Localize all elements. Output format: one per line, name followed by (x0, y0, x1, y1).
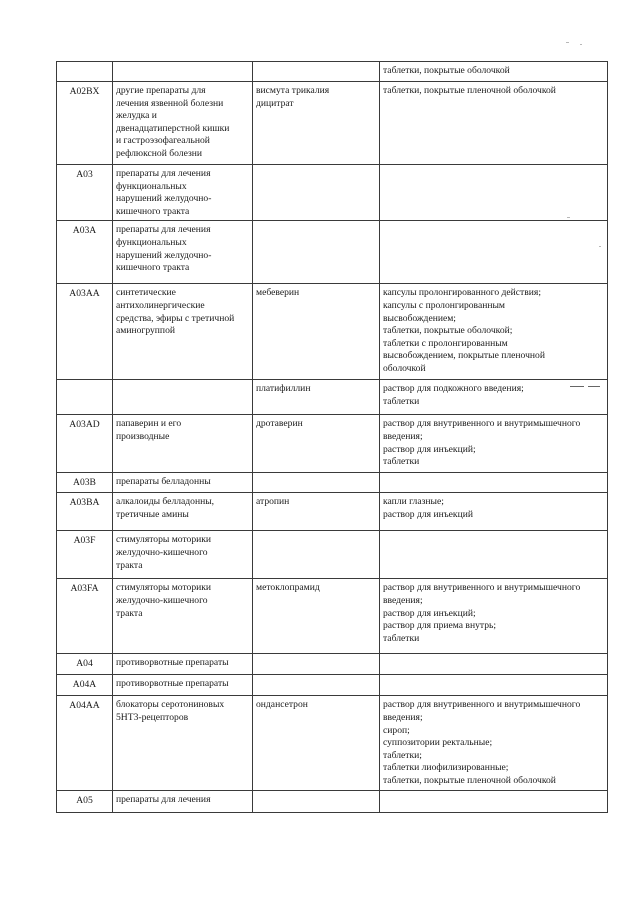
atc-code: A03AD (69, 419, 100, 431)
dosage-forms-line: таблетки, покрытые оболочкой; (383, 325, 513, 337)
anatomical-therapeutic-group-cell (113, 654, 253, 675)
drug-name-cell (253, 62, 380, 82)
dosage-forms-cell (380, 696, 608, 791)
table-row (57, 473, 608, 493)
dosage-forms-line: таблетки; (383, 749, 422, 761)
anatomical-therapeutic-group-cell (113, 82, 253, 165)
anatomical-therapeutic-group-line: лечения язвенной болезни (116, 97, 224, 109)
dosage-forms-line: раствор для инъекций; (383, 607, 476, 619)
anatomical-therapeutic-group-line: средства, эфиры с третичной (116, 312, 235, 324)
drug-name-cell (253, 675, 380, 696)
atc-code: A03FA (70, 583, 99, 595)
atc-code: A04AA (69, 700, 100, 712)
table-row (57, 165, 608, 221)
anatomical-therapeutic-group-line: кишечного тракта (116, 262, 190, 274)
dosage-forms-cell (380, 473, 608, 493)
drug-name-cell (253, 415, 380, 473)
anatomical-therapeutic-group-cell (113, 696, 253, 791)
anatomical-therapeutic-group-line: кишечного тракта (116, 205, 190, 217)
dosage-forms-line: таблетки (383, 395, 420, 407)
anatomical-therapeutic-group-line: противорвотные препараты (116, 657, 229, 669)
table-row (57, 62, 608, 82)
atc-code-cell (57, 473, 113, 493)
drug-name-cell (253, 473, 380, 493)
anatomical-therapeutic-group-line: тракта (116, 559, 143, 571)
dosage-forms-cell (380, 493, 608, 531)
table-row (57, 82, 608, 165)
drug-name-cell (253, 221, 380, 284)
drug-name-cell (253, 284, 380, 380)
atc-code: A03A (72, 225, 97, 237)
dosage-forms-line: высвобождением; (383, 312, 456, 324)
atc-code-cell (57, 221, 113, 284)
dosage-forms-line: таблетки с пролонгированным (383, 337, 508, 349)
anatomical-therapeutic-group-line: алкалоиды белладонны, (116, 496, 215, 508)
dosage-forms-line: раствор для инъекций (383, 508, 473, 520)
dosage-forms-cell (380, 675, 608, 696)
dosage-forms-line: введения; (383, 594, 423, 606)
atc-code-cell (57, 531, 113, 579)
drug-name-cell (253, 579, 380, 654)
dosage-forms-line: введения; (383, 430, 423, 442)
table-row (57, 221, 608, 284)
drug-name-line: атропин (256, 496, 290, 508)
anatomical-therapeutic-group-line: стимуляторы моторики (116, 534, 212, 546)
scan-speck (588, 386, 600, 387)
atc-code-cell (57, 675, 113, 696)
drug-name-cell (253, 791, 380, 813)
dosage-forms-cell (380, 221, 608, 284)
drug-name-line: дицитрат (256, 97, 294, 109)
dosage-forms-cell (380, 415, 608, 473)
dosage-forms-cell (380, 579, 608, 654)
anatomical-therapeutic-group-cell (113, 221, 253, 284)
anatomical-therapeutic-group-cell (113, 473, 253, 493)
drug-name-cell (253, 696, 380, 791)
anatomical-therapeutic-group-line: препараты белладонны (116, 476, 211, 488)
dosage-forms-line: таблетки, покрытые оболочкой (383, 65, 510, 76)
anatomical-therapeutic-group-line: функциональных (116, 236, 187, 248)
table-row (57, 675, 608, 696)
anatomical-therapeutic-group-line: нарушений желудочно- (116, 249, 212, 261)
atc-code-cell (57, 82, 113, 165)
dosage-forms-line: сироп; (383, 724, 410, 736)
anatomical-therapeutic-group-cell (113, 165, 253, 221)
table-row (57, 284, 608, 380)
anatomical-therapeutic-group-line: блокаторы серотониновых (116, 699, 225, 711)
anatomical-therapeutic-group-line: желудочно-кишечного (116, 546, 208, 558)
table-row (57, 579, 608, 654)
atc-code: A04A (72, 679, 97, 691)
atc-code-cell (57, 696, 113, 791)
dosage-forms-cell (380, 284, 608, 380)
dosage-forms-line: таблетки (383, 632, 420, 644)
dosage-forms-cell (380, 165, 608, 221)
anatomical-therapeutic-group-line: функциональных (116, 180, 187, 192)
atc-code-cell (57, 284, 113, 380)
scan-speck (580, 44, 582, 45)
scan-speck (566, 42, 569, 43)
dosage-forms-cell (380, 62, 608, 82)
atc-code-cell (57, 791, 113, 813)
dosage-forms-line: капсулы с пролонгированным (383, 299, 506, 311)
atc-code-cell (57, 654, 113, 675)
dosage-forms-cell (380, 531, 608, 579)
anatomical-therapeutic-group-line: другие препараты для (116, 85, 206, 96)
atc-code-cell (57, 415, 113, 473)
anatomical-therapeutic-group-line: желудочно-кишечного (116, 594, 208, 606)
drug-name-line: висмута трикалия (256, 85, 330, 96)
anatomical-therapeutic-group-line: тракта (116, 607, 143, 619)
anatomical-therapeutic-group-line: препараты для лечения (116, 794, 211, 806)
drug-table-body (57, 62, 608, 813)
drug-name-line: платифиллин (256, 383, 311, 395)
atc-code: A03B (73, 477, 96, 489)
drug-name-line: дротаверин (256, 418, 303, 430)
drug-name-cell (253, 165, 380, 221)
dosage-forms-line: суппозитории ректальные; (383, 737, 493, 749)
anatomical-therapeutic-group-line: папаверин и его (116, 418, 182, 430)
table-row (57, 415, 608, 473)
scan-speck (599, 246, 601, 247)
dosage-forms-line: капсулы пролонгированного действия; (383, 287, 541, 299)
anatomical-therapeutic-group-cell (113, 380, 253, 415)
drug-name-cell (253, 82, 380, 165)
atc-code-cell (57, 165, 113, 221)
anatomical-therapeutic-group-cell (113, 531, 253, 579)
anatomical-therapeutic-group-cell (113, 791, 253, 813)
dosage-forms-cell (380, 791, 608, 813)
dosage-forms-line: таблетки, покрытые пленочной оболочкой (383, 774, 556, 786)
drug-name-cell (253, 493, 380, 531)
table-row (57, 380, 608, 415)
dosage-forms-line: капли глазные; (383, 496, 444, 508)
drug-name-line: ондансетрон (256, 699, 308, 711)
scan-speck (567, 217, 570, 218)
anatomical-therapeutic-group-line: желудка и (116, 110, 157, 122)
anatomical-therapeutic-group-line: синтетические (116, 287, 176, 299)
anatomical-therapeutic-group-cell (113, 415, 253, 473)
anatomical-therapeutic-group-line: нарушений желудочно- (116, 193, 212, 205)
atc-code: A02BX (69, 86, 100, 97)
anatomical-therapeutic-group-cell (113, 62, 253, 82)
anatomical-therapeutic-group-line: рефлюксной болезни (116, 147, 203, 159)
anatomical-therapeutic-group-cell (113, 284, 253, 380)
table-row (57, 493, 608, 531)
anatomical-therapeutic-group-line: стимуляторы моторики (116, 582, 212, 594)
anatomical-therapeutic-group-line: антихолинергические (116, 299, 205, 311)
dosage-forms-line: оболочкой (383, 362, 426, 374)
dosage-forms-line: раствор для внутривенного и внутримышечного (383, 582, 581, 594)
anatomical-therapeutic-group-line: 5HT3-рецепторов (116, 711, 189, 723)
anatomical-therapeutic-group-line: и гастроэзофагеальной (116, 135, 210, 147)
dosage-forms-line: таблетки лиофилизированные; (383, 762, 509, 774)
drug-name-line: метоклопрамид (256, 582, 320, 594)
dosage-forms-line: таблетки, покрытые пленочной оболочкой (383, 85, 556, 96)
dosage-forms-line: высвобождением, покрытые пленочной (383, 350, 545, 362)
dosage-forms-line: раствор для инъекций; (383, 443, 476, 455)
anatomical-therapeutic-group-cell (113, 493, 253, 531)
dosage-forms-line: раствор для приема внутрь; (383, 620, 497, 632)
drug-name-cell (253, 531, 380, 579)
atc-code: A03 (76, 169, 93, 180)
table-row (57, 696, 608, 791)
dosage-forms-line: раствор для подкожного введения; (383, 383, 524, 395)
dosage-forms-line: введения; (383, 711, 423, 723)
table-row (57, 531, 608, 579)
table-row (57, 654, 608, 675)
atc-code: A03AA (69, 288, 100, 300)
anatomical-therapeutic-group-cell (113, 579, 253, 654)
anatomical-therapeutic-group-line: производные (116, 430, 170, 442)
anatomical-therapeutic-group-line: третичные амины (116, 508, 189, 520)
atc-code-cell (57, 493, 113, 531)
scan-speck (570, 386, 584, 387)
anatomical-therapeutic-group-line: препараты для лечения (116, 224, 211, 236)
atc-code: A04 (76, 658, 93, 670)
atc-code: A03BA (69, 497, 100, 509)
anatomical-therapeutic-group-line: препараты для лечения (116, 168, 211, 179)
anatomical-therapeutic-group-line: аминогруппой (116, 325, 175, 337)
atc-code-cell (57, 62, 113, 82)
drug-name-line: мебеверин (256, 287, 300, 299)
table-row (57, 791, 608, 813)
drug-table (56, 61, 608, 813)
dosage-forms-cell (380, 654, 608, 675)
dosage-forms-line: раствор для внутривенного и внутримышечного (383, 418, 581, 430)
anatomical-therapeutic-group-line: двенадцатиперстной кишки (116, 122, 230, 134)
anatomical-therapeutic-group-cell (113, 675, 253, 696)
dosage-forms-line: раствор для внутривенного и внутримышечного (383, 699, 581, 711)
dosage-forms-line: таблетки (383, 456, 420, 468)
atc-code-cell (57, 579, 113, 654)
drug-name-cell (253, 380, 380, 415)
atc-code: A03F (73, 535, 96, 547)
anatomical-therapeutic-group-line: противорвотные препараты (116, 678, 229, 690)
atc-code-cell (57, 380, 113, 415)
drug-name-cell (253, 654, 380, 675)
dosage-forms-cell (380, 82, 608, 165)
atc-code: A05 (76, 795, 93, 807)
